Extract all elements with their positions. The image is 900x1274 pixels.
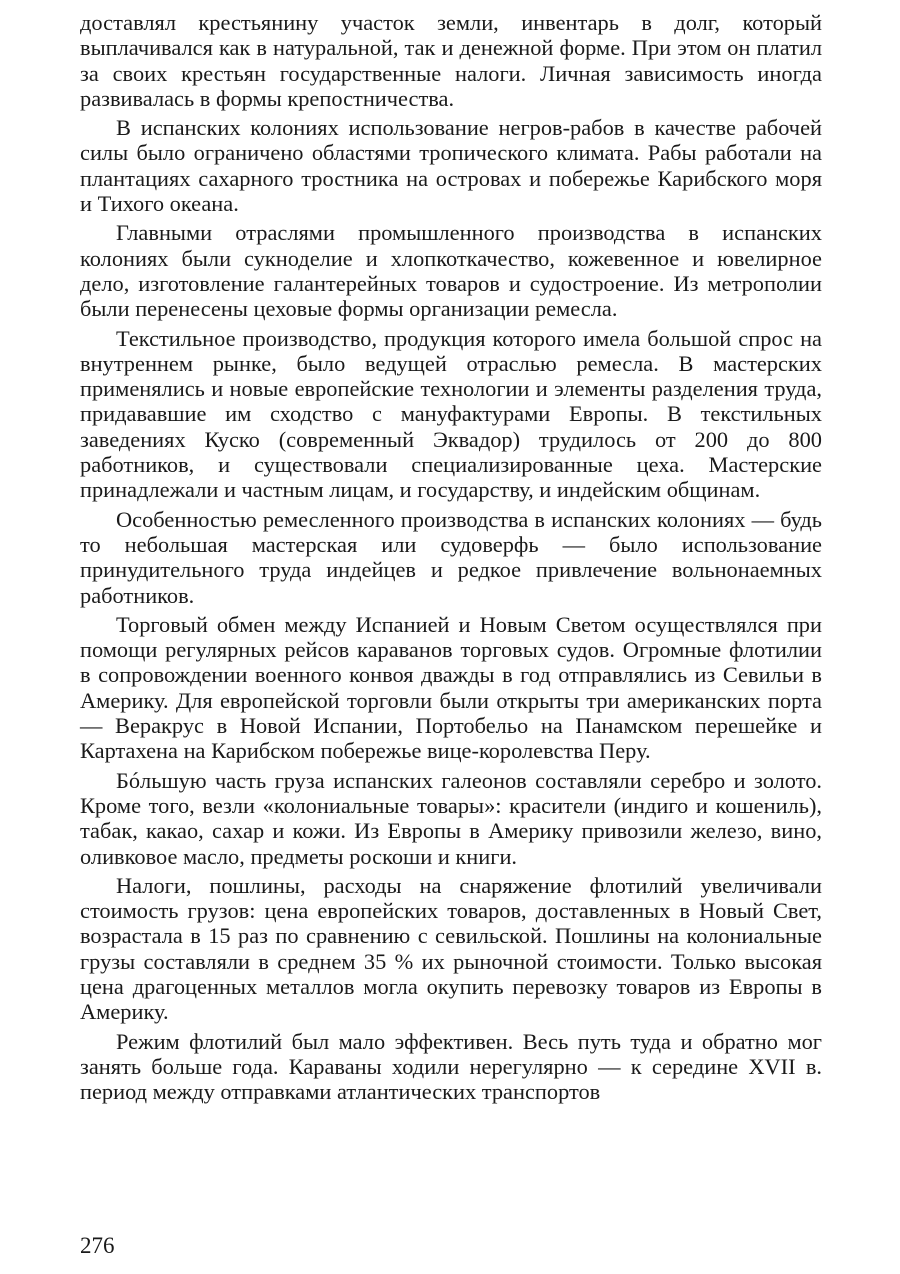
- paragraph-trade: Торговый обмен между Испанией и Новым Светом осуществлялся при помощи регулярных рейсов караванов торговых судов. Огромные флотилии в сопровождении военного конвоя дважды в год отправлялись из Севильи в Америку. Для европейской торговли были открыты три американских порта — Веракрус в Новой Испании, Портобельо на Панамском перешейке и Картахена на Карибском побережье вице-королевства Перу.: [80, 611, 822, 764]
- paragraph-forced-labor: Особенностью ремесленного производства в испанских колониях — будь то небольшая мастерская или судоверфь — было использование принудительного труда индейцев и редкое привлечение вольнонаемных работников.: [80, 506, 822, 608]
- page-number: 276: [80, 1233, 115, 1258]
- paragraph-textile: Текстильное производство, продукция которого имела большой спрос на внутреннем рынке, было ведущей отраслью ремесла. В мастерских применялись и новые европейские технологии и элементы разделения труда, придававшие им сходство с мануфактурами Европы. В текстильных заведениях Куско (современный Эквадор) трудилось от 200 до 800 работников, и существовали специализированные цеха. Мастерские принадлежали и частным лицам, и государству, и индейским общинам.: [80, 325, 822, 503]
- paragraph-industry: Главными отраслями промышленного производства в испанских колониях были сукноделие и хлопкоткачество, кожевенное и ювелирное дело, изготовление галантерейных товаров и судостроение. Из метрополии были перенесены цеховые формы организации ремесла.: [80, 220, 822, 322]
- paragraph-slaves: В испанских колониях использование негров-рабов в качестве рабочей силы было ограничено областями тропического климата. Рабы работали на плантациях сахарного тростника на островах и побережье Карибского моря и Тихого океана.: [80, 115, 822, 217]
- paragraph-cargo: Бóльшую часть груза испанских галеонов составляли серебро и золото. Кроме того, везли «колониальные товары»: красители (индиго и кошениль), табак, какао, сахар и кожи. Из Европы в Америку привозили железо, вино, оливковое масло, предметы роскоши и книги.: [80, 767, 822, 869]
- page-body: [80, 10, 822, 1108]
- paragraph-continued: доставлял крестьянину участок земли, инвентарь в долг, который выплачивался как в натуральной, так и денежной форме. При этом он платил за своих крестьян государственные налоги. Личная зависимость иногда развивалась в формы крепостничества.: [80, 10, 822, 111]
- paragraph-fleet-regime: Режим флотилий был мало эффективен. Весь путь туда и обратно мог занять больше года. Караваны ходили нерегулярно — к середине XVII в. период между отправками атлантических транспортов: [80, 1028, 822, 1105]
- paragraph-taxes: Налоги, пошлины, расходы на снаряжение флотилий увеличивали стоимость грузов: цена европейских товаров, доставленных в Новый Свет, возрастала в 15 раз по сравнению с севильской. Пошлины на колониальные грузы составляли в среднем 35 % их рыночной стоимости. Только высокая цена драгоценных металлов могла окупить перевозку товаров из Европы в Америку.: [80, 872, 822, 1025]
